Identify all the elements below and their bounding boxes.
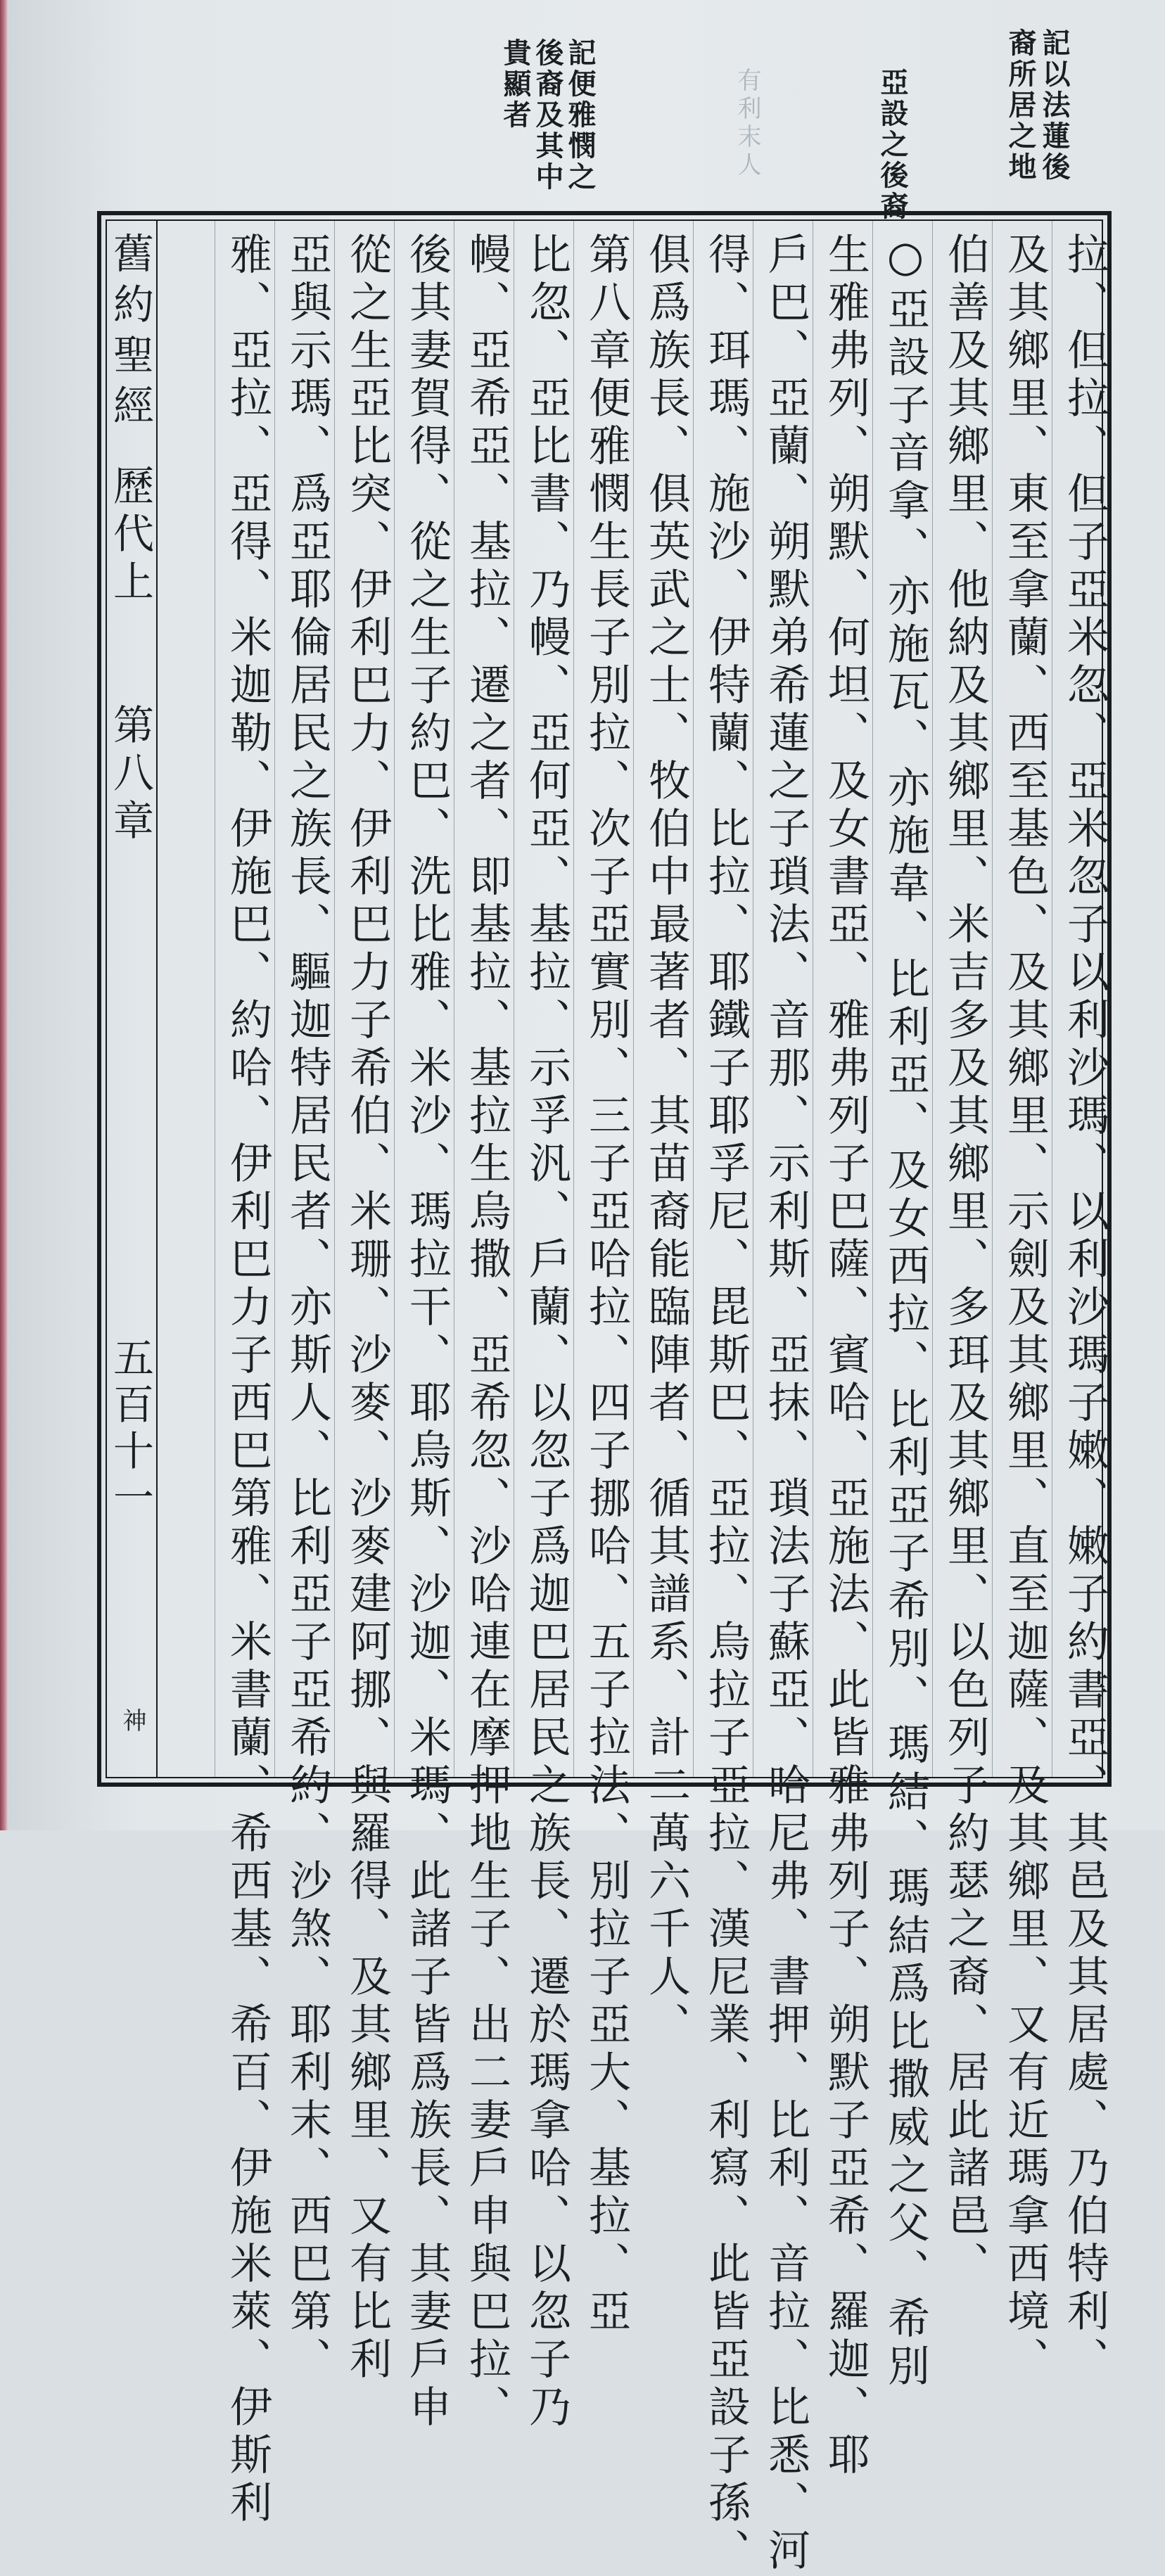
margin-note-3-line-1: 記便雅憫之 [564, 38, 597, 193]
running-head-rule [156, 221, 158, 1777]
printer-stamp: 神 [118, 1708, 146, 1732]
text-column-1: 拉、但拉、但子亞米忽、亞米忽子以利沙瑪、以利沙瑪子嫩、嫩子約書亞、其邑及其居處、乃伯特利、 [1060, 232, 1109, 2385]
margin-note-1-line-2: 裔所居之地 [1004, 28, 1037, 183]
text-column-4: ○亞設子音拿、亦施瓦、亦施韋、比利亞、及女西拉、比利亞子希別、瑪結、瑪結爲比撒威之父、希別 [881, 232, 930, 2392]
text-column-12: 後其妻賀得、從之生子約巴、洗比雅、米沙、瑪拉干、耶烏斯、沙迦、米瑪、此諸子皆爲族長、其妻戶申 [402, 232, 452, 2432]
margin-note-3-line-3: 貴顯者 [499, 38, 532, 131]
margin-note-1-line-1: 記以法蓮後 [1038, 28, 1071, 183]
text-column-2: 及其鄉里、東至拿蘭、西至基色、及其鄉里、示劍及其鄉里、直至迦薩、及其鄉里、又有近瑪拿西境、 [1000, 232, 1050, 2385]
text-column-10: 比忽、亞比書、乃幔、亞何亞、基拉、示孚汎、戶蘭、以忽子爲迦巴居民之族長、遷於瑪拿哈、以忽子乃 [522, 232, 571, 2432]
text-column-3: 伯善及其鄉里、他納及其鄉里、米吉多及其鄉里、多珥及其鄉里、以色列子約瑟之裔、居此諸邑、 [941, 232, 990, 2289]
text-column-8: 俱爲族長、俱英武之士、牧伯中最著者、其苗裔能臨陣者、循其譜系、計二萬六千人、 [642, 232, 691, 2050]
text-column-7: 得、珥瑪、施沙、伊特蘭、比拉、耶鐵子耶孚尼、毘斯巴、亞拉、烏拉子亞拉、漢尼業、利寫、此皆亞設子孫、 [701, 232, 751, 2576]
bleed-through-text: 有利末人 [733, 68, 761, 180]
margin-note-2: 亞設之後裔 [876, 68, 909, 222]
margin-note-3-line-2: 後裔及其中 [531, 38, 564, 193]
running-head-book-title: 舊約聖經 [106, 232, 154, 435]
text-column-5: 生雅弗列、朔默、何坦、及女書亞、雅弗列子巴薩、賓哈、亞施法、此皆雅弗列子、朔默子亞希、羅迦、耶 [821, 232, 870, 2480]
text-column-6: 戶巴、亞蘭、朔默弟希蓮之子瑣法、音那、示利斯、亞抹、瑣法子蘇亞、哈尼弗、書押、比利、音拉、比悉、河 [761, 232, 810, 2576]
text-column-15: 雅、亞拉、亞得、米迦勒、伊施巴、約哈、伊利巴力子西巴第雅、米書蘭、希西基、希百、伊施米萊、伊斯利 [223, 232, 272, 2528]
page-number: 五百十一 [106, 1337, 154, 1522]
text-column-11: 幔、亞希亞、基拉、遷之者、即基拉、基拉生烏撒、亞希忽、沙哈連在摩押地生子、出二妻戶申與巴拉、 [462, 232, 511, 2432]
book-spine-edge [0, 0, 8, 1830]
text-column-14: 亞與示瑪、爲亞耶倫居民之族長、驅迦特居民者、亦斯人、比利亞子亞希約、沙煞、耶利末、西巴第、 [283, 232, 332, 2385]
running-head-section: 歷代上 [106, 464, 154, 608]
text-column-13: 從之生亞比突、伊利巴力、伊利巴力子希伯、米珊、沙麥、沙麥建阿挪、與羅得、及其鄉里、又有比利 [343, 232, 392, 2385]
running-head-chapter: 第八章 [106, 703, 154, 847]
text-column-9: 第八章便雅憫生長子別拉、次子亞實別、三子亞哈拉、四子挪哈、五子拉法、別拉子亞大、基拉、亞 [582, 232, 631, 2337]
